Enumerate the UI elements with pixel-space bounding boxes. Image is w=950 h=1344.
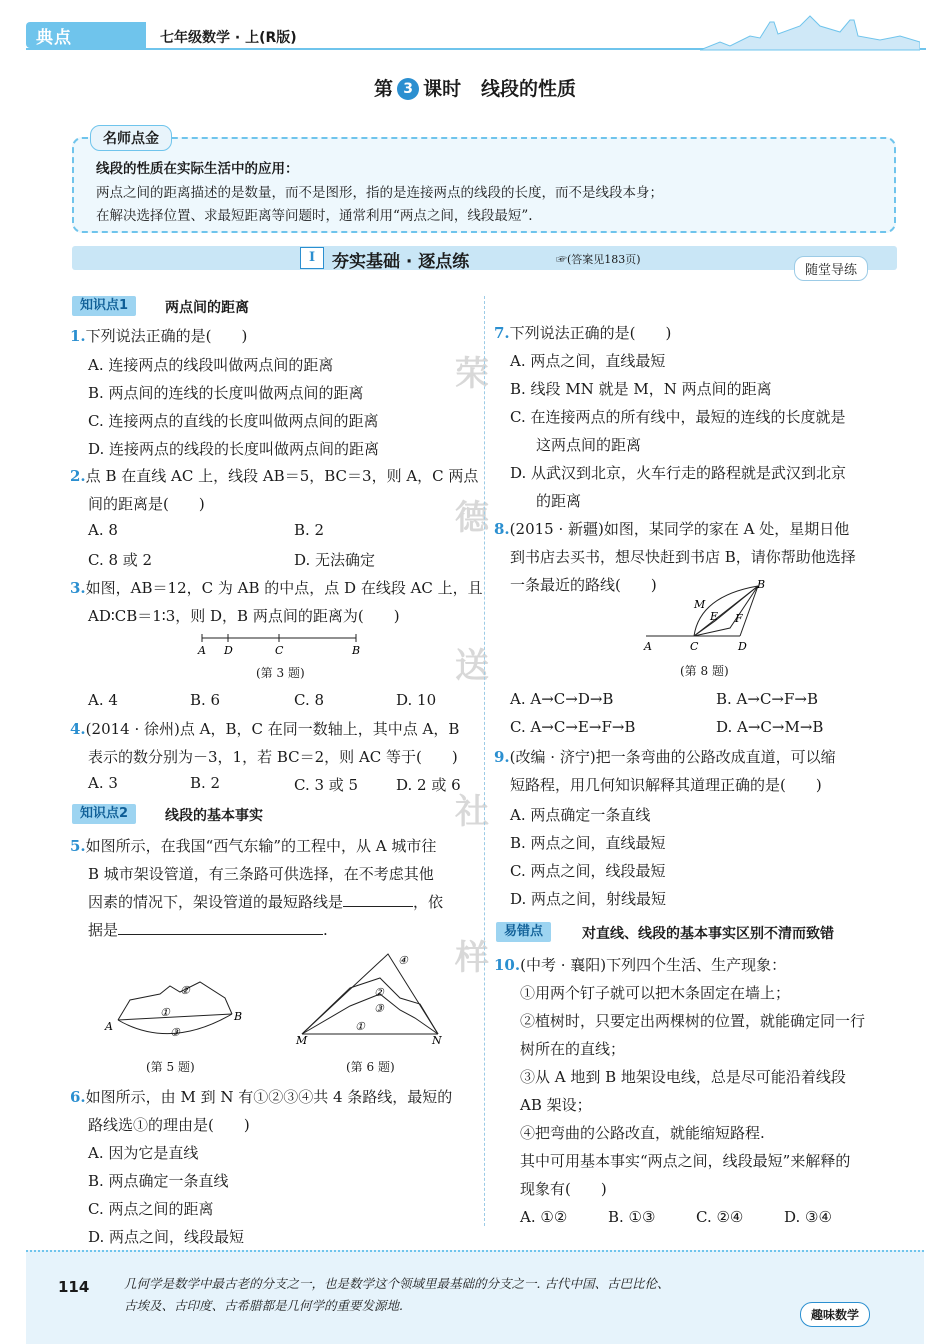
q10-item: 其中可用基本事实“两点之间，线段最短”来解释的 (520, 1152, 851, 1170)
q5-blank-1[interactable] (343, 906, 413, 907)
route-label: ④ (398, 954, 408, 967)
q7-option[interactable]: C. 在连接两点的所有线中，最短的连线的长度就是 (510, 408, 846, 426)
q9-stem-cont: 短路程，用几何知识解释其道理正确的是( ) (510, 776, 822, 794)
point-label: E (710, 610, 719, 623)
q8-option[interactable]: B. A→C→F→B (716, 690, 819, 708)
point-label: F (735, 612, 743, 625)
q7-option[interactable]: B. 线段 MN 就是 M，N 两点间的距离 (510, 380, 772, 398)
q1-option[interactable]: B. 两点间的连线的长度叫做两点间的距离 (88, 384, 364, 402)
watermark-char: 德 (455, 498, 489, 538)
skyline-icon (700, 12, 920, 52)
q3-stem: 如图，AB＝12，C 为 AB 的中点，点 D 在线段 AC 上，且 (85, 579, 483, 597)
q4-stem: (2014 · 徐州)点 A，B，C 在同一数轴上，其中点 A，B (85, 720, 460, 738)
footer-text-2: 古埃及、古印度、古希腊都是几何学的重要发源地. (124, 1298, 403, 1313)
q9-number: 9. (494, 748, 510, 766)
q10-option[interactable]: D. ③④ (784, 1208, 832, 1226)
q3-stem-cont: AD∶CB＝1∶3，则 D，B 两点间的距离为( ) (88, 607, 400, 625)
book-title: 七年级数学 · 上(R版) (160, 30, 297, 46)
q10-item: ①用两个钉子就可以把木条固定在墙上； (520, 984, 791, 1002)
q3-option[interactable]: B. 6 (190, 691, 221, 709)
route-label: ③ (374, 1002, 384, 1015)
section-title: 夯实基础 · 逐点练 (332, 252, 470, 272)
q7-option-cont: 这两点间的距离 (536, 436, 642, 454)
point-label: M (694, 598, 706, 611)
point-label: A (644, 640, 652, 653)
question-7 (494, 322, 671, 343)
question-9 (494, 746, 836, 767)
q2-stem: 点 B 在直线 AC 上，线段 AB＝5，BC＝3，则 A，C 两点 (85, 467, 479, 485)
q1-number: 1. (70, 327, 86, 345)
q8-stem-cont: 一条最近的路线( ) (510, 576, 657, 594)
point-label: D (738, 640, 747, 653)
watermark-char: 样 (455, 938, 489, 978)
tips-line-2: 两点之间的距离描述的是数量，而不是图形，指的是连接两点的线段的长度，而不是线段本身； (96, 185, 663, 201)
brand-logo: 典点 (26, 22, 146, 48)
point-label: A (198, 644, 206, 656)
q5-stem-text: . (323, 921, 328, 939)
q3-option[interactable]: D. 10 (396, 691, 437, 709)
fun-math-badge: 趣味数学 (800, 1302, 870, 1327)
route-label: ③ (170, 1026, 180, 1039)
q3-option[interactable]: A. 4 (88, 691, 118, 709)
q3-option[interactable]: C. 8 (294, 691, 325, 709)
question-3 (70, 577, 483, 598)
tips-line-1: 线段的性质在实际生活中的应用： (96, 161, 299, 177)
q8-stem-cont: 到书店去买书，想尽快赶到书店 B，请你帮助他选择 (510, 548, 856, 566)
route-label: ② (374, 986, 384, 999)
q5-blank-2[interactable] (118, 934, 323, 935)
question-8 (494, 518, 849, 539)
point-label: B (757, 578, 766, 591)
knowledge-desc-1: 两点间的距离 (165, 300, 249, 316)
q8-option[interactable]: A. A→C→D→B (510, 690, 614, 708)
lesson-number: 3 (397, 78, 419, 100)
q7-option[interactable]: A. 两点之间，直线最短 (510, 352, 666, 370)
pitfall-tag: 易错点 (496, 922, 551, 942)
q8-option[interactable]: D. A→C→M→B (716, 718, 824, 736)
section-bar (72, 246, 897, 270)
q1-option[interactable]: C. 连接两点的直线的长度叫做两点间的距离 (88, 412, 379, 430)
q9-option[interactable]: C. 两点之间，线段最短 (510, 862, 666, 880)
q3-number: 3. (70, 579, 86, 597)
q7-option-cont: 的距离 (536, 492, 582, 510)
route-label: ① (355, 1020, 365, 1033)
q9-option[interactable]: B. 两点之间，直线最短 (510, 834, 666, 852)
question-5 (70, 835, 436, 856)
question-2 (70, 465, 478, 486)
footer-rule (26, 1250, 924, 1252)
q5-stem-text: 因素的情况下，架设管道的最短路线是 (88, 893, 344, 911)
route-label: ① (160, 1006, 170, 1019)
q2-number: 2. (70, 467, 86, 485)
q7-number: 7. (494, 324, 510, 342)
q8-stem: (2015 · 新疆)如图，某同学的家在 A 处，星期日他 (509, 520, 850, 538)
q6-caption: (第 6 题) (346, 1060, 395, 1074)
q4-option[interactable]: B. 2 (190, 774, 221, 792)
route-label: ② (180, 984, 190, 997)
q7-stem: 下列说法正确的是( ) (509, 324, 672, 342)
q6-option[interactable]: D. 两点之间，线段最短 (88, 1228, 245, 1246)
question-4 (70, 718, 459, 739)
q9-option[interactable]: D. 两点之间，射线最短 (510, 890, 667, 908)
q8-figure (640, 576, 780, 656)
teacher-tips-tag: 名师点金 (90, 125, 172, 151)
q6-stem: 如图所示，由 M 到 N 有①②③④共 4 条路线，最短的 (85, 1088, 453, 1106)
q4-option[interactable]: A. 3 (88, 774, 118, 792)
question-6 (70, 1086, 452, 1107)
point-label: C (690, 640, 699, 653)
q6-stem-cont: 路线选①的理由是( ) (88, 1116, 250, 1134)
q6-option[interactable]: C. 两点之间的距离 (88, 1200, 214, 1218)
q4-number: 4. (70, 720, 86, 738)
point-label: D (224, 644, 233, 656)
point-label: N (432, 1034, 442, 1047)
q10-number: 10. (494, 956, 521, 974)
q10-item: ④把弯曲的公路改直，就能缩短路程. (520, 1124, 765, 1142)
q6-option[interactable]: B. 两点确定一条直线 (88, 1172, 229, 1190)
q10-item: 现象有( ) (520, 1180, 607, 1198)
q2-option[interactable]: D. 无法确定 (294, 551, 376, 569)
lesson-suffix: 课时 (423, 78, 462, 100)
tips-line-3: 在解决选择位置、求最短距离等问题时，通常利用“两点之间，线段最短”. (96, 208, 533, 224)
footer-text-1: 几何学是数学中最古老的分支之一，也是数学这个领域里最基础的分支之一. 古代中国、古巴比伦、 (124, 1276, 670, 1291)
q8-caption: (第 8 题) (680, 664, 729, 678)
q10-option[interactable]: C. ②④ (696, 1208, 744, 1226)
q5-stem-text: ，依 (413, 893, 444, 911)
q5-number: 5. (70, 837, 86, 855)
q7-option[interactable]: D. 从武汉到北京，火车行走的路程就是武汉到北京 (510, 464, 847, 482)
knowledge-desc-2: 线段的基本事实 (165, 808, 263, 824)
point-label: B (234, 1010, 243, 1023)
q5-stem: 如图所示，在我国“西气东输”的工程中，从 A 城市往 (85, 837, 437, 855)
lesson-prefix: 第 (374, 78, 394, 100)
knowledge-tag-2: 知识点2 (72, 804, 136, 824)
question-1 (70, 325, 247, 346)
q3-figure (190, 630, 370, 656)
section-badge: Ⅰ (300, 247, 324, 269)
q6-option[interactable]: A. 因为它是直线 (88, 1144, 199, 1162)
guide-badge: 随堂导练 (794, 256, 868, 281)
q10-option[interactable]: A. ①② (520, 1208, 568, 1226)
knowledge-tag-1: 知识点1 (72, 296, 136, 316)
answer-reference: ☞(答案见183页) (556, 253, 641, 266)
watermark-char: 送 (455, 646, 489, 686)
lesson-topic: 线段的性质 (480, 78, 576, 100)
column-divider (484, 296, 485, 1226)
q3-caption: (第 3 题) (256, 666, 305, 680)
q10-stem: (中考 · 襄阳)下列四个生活、生产现象： (520, 956, 787, 974)
q1-option[interactable]: D. 连接两点的线段的长度叫做两点间的距离 (88, 440, 380, 458)
q10-item: ③从 A 地到 B 地架设电线，总是尽可能沿着线段 (520, 1068, 846, 1086)
point-label: C (275, 644, 284, 656)
point-label: M (296, 1034, 308, 1047)
watermark-char: 荣 (455, 354, 489, 394)
q10-item: 树所在的直线； (520, 1040, 626, 1058)
q9-option[interactable]: A. 两点确定一条直线 (510, 806, 651, 824)
q4-stem-cont: 表示的数分别为－3，1，若 BC＝2，则 AC 等于( ) (88, 748, 458, 766)
q1-option[interactable]: A. 连接两点的线段叫做两点间的距离 (88, 356, 334, 374)
q9-stem: (改编 · 济宁)把一条弯曲的公路改成直道，可以缩 (509, 748, 836, 766)
q2-stem-cont: 间的距离是( ) (88, 495, 205, 513)
point-label: A (105, 1020, 113, 1033)
q6-figure (290, 948, 450, 1048)
q8-number: 8. (494, 520, 510, 538)
q2-option[interactable]: C. 8 或 2 (88, 551, 153, 569)
q2-option[interactable]: A. 8 (88, 521, 118, 539)
q2-option[interactable]: B. 2 (294, 521, 325, 539)
q5-stem-cont (88, 919, 328, 940)
q1-stem: 下列说法正确的是( ) (85, 327, 248, 345)
question-10 (494, 954, 786, 975)
q5-caption: (第 5 题) (146, 1060, 195, 1074)
q5-figure (100, 970, 250, 1050)
point-label: B (352, 644, 361, 656)
pitfall-desc: 对直线、线段的基本事实区别不清而致错 (582, 926, 834, 942)
q5-stem-cont: B 城市架设管道，有三条路可供选择，在不考虑其他 (88, 865, 434, 883)
q4-option[interactable]: C. 3 或 5 (294, 776, 359, 794)
q4-option[interactable]: D. 2 或 6 (396, 776, 461, 794)
watermark-char: 社 (455, 792, 489, 832)
q5-stem-cont (88, 891, 443, 912)
q10-item: AB 架设； (520, 1096, 592, 1114)
q10-option[interactable]: B. ①③ (608, 1208, 656, 1226)
q8-option[interactable]: C. A→C→E→F→B (510, 718, 636, 736)
q6-number: 6. (70, 1088, 86, 1106)
q10-item: ②植树时，只要定出两棵树的位置，就能确定同一行 (520, 1012, 866, 1030)
lesson-title (0, 74, 950, 101)
page-number: 114 (58, 1278, 90, 1296)
q5-stem-text: 据是 (88, 921, 119, 939)
